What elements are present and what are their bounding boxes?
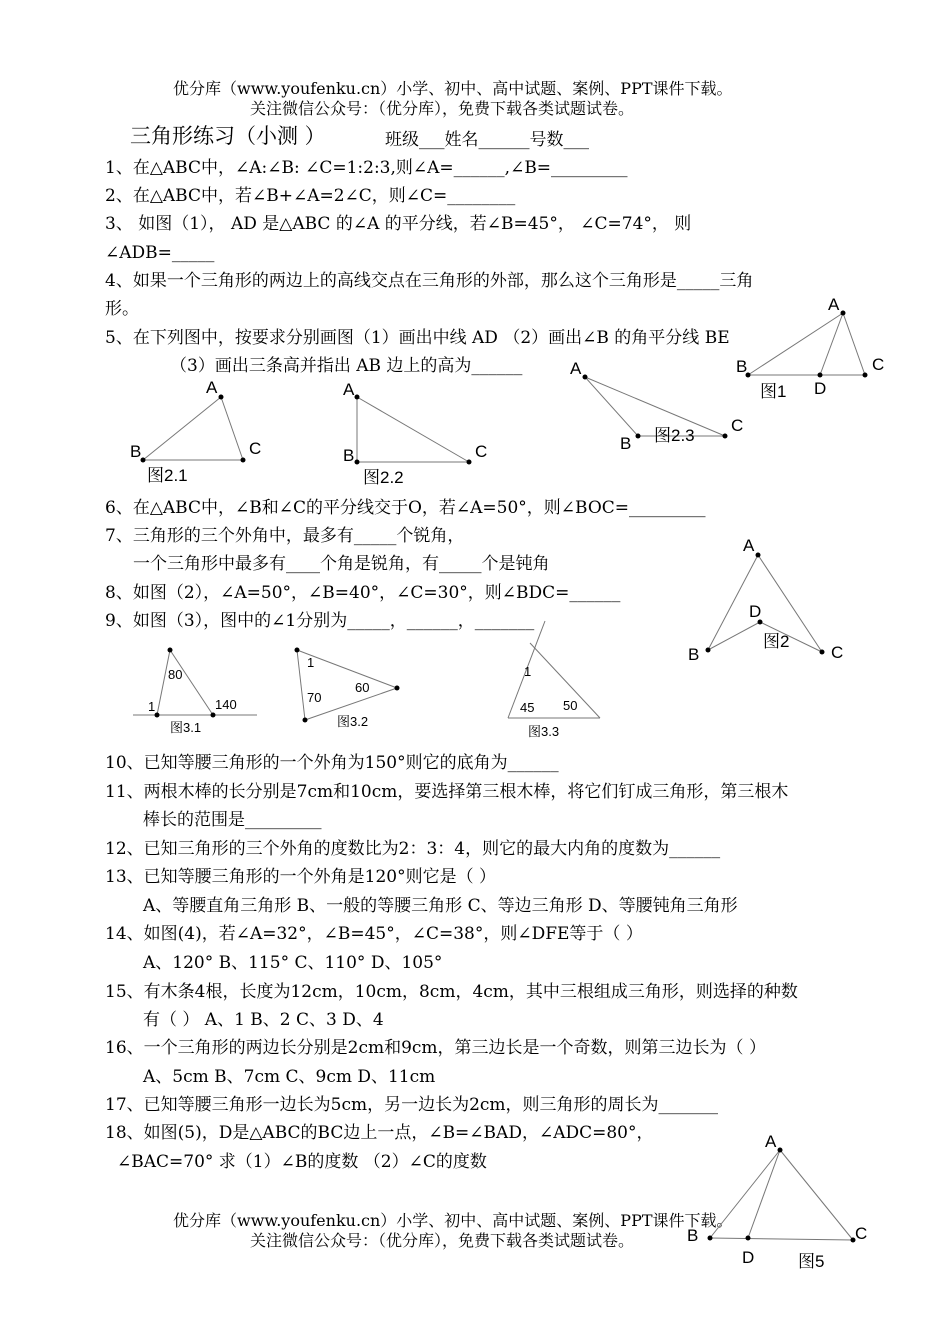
label-c: C <box>872 355 885 374</box>
label-a: A <box>206 378 218 397</box>
vertex-c <box>723 434 728 439</box>
question-7-line-1: 7、三角形的三个外角中，最多有_____个锐角， <box>105 526 465 546</box>
figure-caption: 图2.3 <box>654 426 695 445</box>
label-c: C <box>731 416 744 435</box>
question-3-line-1: 3、 如图（1）， AD 是△ABC 的∠A 的平分线，若∠B=45°， ∠C=74°， 则 <box>105 214 692 234</box>
vertex-a <box>756 553 761 558</box>
vertex-b <box>708 1236 713 1241</box>
vertex-a <box>778 1148 783 1153</box>
question-16: 16、一个三角形的两边长分别是2cm和9cm，第三边长是一个奇数，则第三边长为（ ） <box>105 1038 766 1058</box>
angle-140-label: 140 <box>215 697 237 712</box>
label-a: A <box>765 1132 777 1151</box>
question-18-line-2: ∠BAC=70° 求（1）∠B的度数 （2）∠C的度数 <box>117 1152 487 1172</box>
question-4-line-2: 形。 <box>105 299 139 319</box>
question-14-options: A、120° B、115° C、110° D、105° <box>143 953 443 973</box>
question-8: 8、如图（2），∠A=50°，∠B=40°，∠C=30°，则∠BDC=______ <box>105 583 621 603</box>
vertex-a <box>355 395 360 400</box>
figure-caption: 图3.3 <box>528 724 560 739</box>
label-a: A <box>828 295 840 314</box>
question-5-line-2: （3）画出三条高并指出 AB 边上的高为______ <box>170 356 523 376</box>
question-15-line-2: 有（ ） A、1 B、2 C、3 D、4 <box>143 1010 384 1030</box>
question-11-line-1: 11、两根木棒的长分别是7cm和10cm，要选择第三根木棒，将它们钉成三角形，第三根木 <box>105 782 789 802</box>
label-b: B <box>620 434 632 453</box>
vertex-right <box>211 713 216 718</box>
vertex-b <box>636 434 641 439</box>
label-a: A <box>343 380 355 399</box>
angle-80-label: 80 <box>168 667 183 682</box>
vertex-c <box>820 650 825 655</box>
question-16-options: A、5cm B、7cm C、9cm D、11cm <box>143 1067 436 1087</box>
question-6: 6、在△ABC中，∠B和∠C的平分线交于O，若∠A=50°，则∠BOC=_________ <box>105 498 706 518</box>
label-d: D <box>742 1248 755 1267</box>
label-b: B <box>687 1226 699 1245</box>
label-c: C <box>855 1224 868 1243</box>
figure-caption: 图2.2 <box>363 468 404 487</box>
figure-3-1 <box>125 640 270 740</box>
question-7-line-2: 一个三角形中最多有____个角是锐角，有_____个是钝角 <box>133 554 550 574</box>
question-18-line-1: 18、如图(5)，D是△ABC的BC边上一点，∠B=∠BAD，∠ADC=80°， <box>105 1123 654 1143</box>
figure-caption: 图5 <box>798 1252 825 1271</box>
label-b: B <box>688 645 700 664</box>
label-c: C <box>249 439 262 458</box>
footer-line-1: 优分库（www.youfenku.cn）小学、初中、高中试题、案例、PPT课件下载。 <box>173 1211 733 1230</box>
figure-caption: 图3.1 <box>170 720 202 735</box>
vertex-a <box>841 311 846 316</box>
label-c: C <box>831 643 844 662</box>
footer-line-2: 关注微信公众号：（优分库），免费下载各类试题试卷。 <box>250 1231 635 1250</box>
figure-caption: 图3.2 <box>337 714 369 729</box>
question-14: 14、如图(4)，若∠A=32°，∠B=45°，∠C=38°，则∠DFE等于（ ） <box>105 924 643 944</box>
angle-60-label: 60 <box>355 680 370 695</box>
question-4-line-1: 4、如果一个三角形的两边上的高线交点在三角形的外部，那么这个三角形是_____三角 <box>105 271 754 291</box>
label-c: C <box>475 442 488 461</box>
vertex-top <box>168 648 173 653</box>
label-d: D <box>749 602 762 621</box>
angle-1-label: 1 <box>524 664 532 679</box>
vertex-bottom <box>303 718 308 723</box>
question-9: 9、如图（3），图中的∠1分别为_____，______，_______ <box>105 611 535 631</box>
vertex-d <box>746 1236 751 1241</box>
angle-1-label: 1 <box>307 655 315 670</box>
question-3-line-2: ∠ADB=_____ <box>105 243 215 263</box>
angle-45-label: 45 <box>520 700 535 715</box>
label-a: A <box>570 359 582 378</box>
question-15-line-1: 15、有木条4根，长度为12cm，10cm，8cm，4cm，其中三根组成三角形，则选择的种数 <box>105 982 798 1002</box>
header-line-1: 优分库（www.youfenku.cn）小学、初中、高中试题、案例、PPT课件下载。 <box>173 79 733 98</box>
question-1: 1、在△ABC中，∠A:∠B: ∠C=1:2:3,则∠A=______,∠B=_________ <box>105 158 628 178</box>
question-11-line-2: 棒长的范围是_________ <box>143 810 322 830</box>
question-17: 17、已知等腰三角形一边长为5cm，另一边长为2cm，则三角形的周长为_______ <box>105 1095 719 1115</box>
question-13-options: A、等腰直角三角形 B、一般的等腰三角形 C、等边三角形 D、等腰钝角三角形 <box>143 896 738 916</box>
figure-caption: 图1 <box>760 382 787 401</box>
question-5-line-1: 5、在下列图中，按要求分别画图（1）画出中线 AD （2）画出∠B 的角平分线 BE <box>105 328 730 348</box>
question-12: 12、已知三角形的三个外角的度数比为2：3：4，则它的最大内角的度数为______ <box>105 839 721 859</box>
question-10: 10、已知等腰三角形的一个外角为150°则它的底角为______ <box>105 753 559 773</box>
label-d: D <box>814 379 827 398</box>
header-line-2: 关注微信公众号：（优分库），免费下载各类试题试卷。 <box>250 99 635 118</box>
figure-2-1 <box>125 375 275 490</box>
vertex-a <box>583 375 588 380</box>
angle-50-label: 50 <box>563 698 578 713</box>
label-b: B <box>130 442 142 461</box>
vertex-c <box>241 458 246 463</box>
vertex-right <box>395 686 400 691</box>
vertex-d <box>818 373 823 378</box>
vertex-c <box>467 460 472 465</box>
page-title: 三角形练习（小测 ） <box>130 124 326 148</box>
label-a: A <box>743 536 755 555</box>
figure-3-3 <box>500 615 610 740</box>
vertex-left <box>155 713 160 718</box>
figure-2 <box>680 530 870 670</box>
vertex-c <box>863 373 868 378</box>
vertex-a <box>219 395 224 400</box>
figure-caption: 图2 <box>763 632 790 651</box>
figure-2-3 <box>560 352 760 457</box>
vertex-top <box>295 648 300 653</box>
figure-5 <box>680 1125 890 1270</box>
angle-70-label: 70 <box>307 690 322 705</box>
angle-1-label: 1 <box>148 699 156 714</box>
vertex-b <box>355 460 360 465</box>
figure-caption: 图2.1 <box>147 466 188 485</box>
figure-3-2 <box>285 640 420 735</box>
question-13: 13、已知等腰三角形的一个外角是120°则它是（ ） <box>105 867 496 887</box>
figure-2-2 <box>335 375 505 490</box>
label-b: B <box>343 446 355 465</box>
question-2: 2、在△ABC中，若∠B+∠A=2∠C，则∠C=________ <box>105 186 516 206</box>
student-info-fields: 班级___姓名______号数___ <box>385 130 589 150</box>
label-b: B <box>736 357 748 376</box>
vertex-b <box>706 648 711 653</box>
